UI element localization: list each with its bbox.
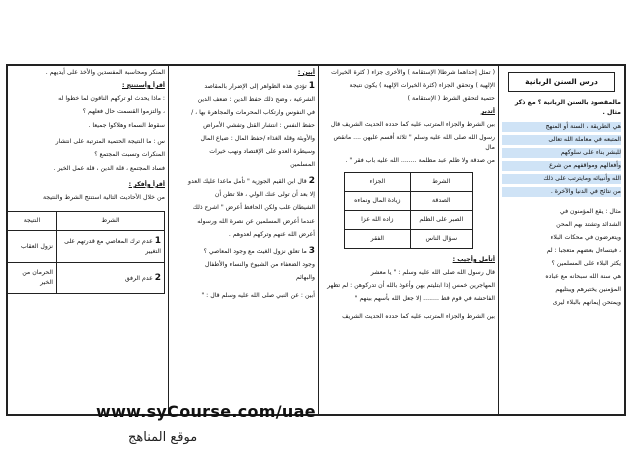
read-line: المنكرات وتسبت المجتمع ؟: [94, 151, 165, 158]
read-line: س : ما النتيجة الحتمية المترتبة على انتشار: [55, 138, 165, 145]
top-line: المنكر ومحاسبة المفسدين والأخذ على أيديهم .: [45, 69, 165, 76]
think-line: بين الشرط والجزاء المترتب عليه كما حدده الحديث الشريف قال: [330, 121, 495, 128]
label-read: أقرأ وأستنتج :: [121, 82, 165, 89]
final-line: بين الشرط والجزاء المترتب عليه كما حدده الحديث الشريف: [342, 313, 495, 320]
answer-line: المتبعه في معاملة الله تعالى: [502, 135, 621, 145]
column-explain: [168, 66, 318, 414]
table-header: الشرط: [56, 212, 164, 231]
table-cell: زيادة المال ونماءه: [345, 192, 411, 211]
answer-line: هي الطريقة ، السنة أو المنهج: [502, 122, 621, 132]
intro-line: حتمية لتحقق الشرط ( الإستقامة ): [407, 95, 495, 102]
intro-line: الإلهية ) وتحقق الجزاء (كثرة الخيرات الإلهية ) يكون نتيجة: [349, 82, 495, 89]
p1-line: تؤدي هذه الظواهر إلى الإضرار بالمقاصد: [204, 83, 307, 90]
table-cell: الصبر على الظلم: [410, 211, 472, 230]
row-number: 1: [154, 236, 161, 246]
condition-text: عدم الرفق: [124, 274, 153, 282]
table-row: [8, 231, 165, 263]
read-line: ، والتزموا القسمت حال فعلهم ؟: [82, 108, 165, 115]
read-line: : ماذا يحدث لو تركهم الناقون لما خطوا له: [58, 95, 165, 102]
table-row: [8, 263, 165, 294]
think-line: رسول الله صلى الله عليه وسلم " ثلاثة أقسم عليهن .... مانقص مال: [333, 134, 495, 151]
table-row: [345, 192, 473, 211]
label-reflect: أقرأ وأفكر :: [128, 181, 165, 188]
row-number: 2: [154, 272, 161, 283]
p3-line: وجود الضعفاء من الشيوخ والنساء والأطفال: [204, 261, 315, 268]
table-cell: [56, 231, 164, 263]
p1-line: حفظ النفس : انتشار القتل وتفشي الأمراض: [203, 122, 315, 129]
table-cell: زاده الله عزا: [345, 211, 411, 230]
lesson-title: درس السنن الربانية: [508, 72, 615, 92]
table-cell: الفقر: [345, 230, 411, 249]
example-line: الشدائد وتشتد بهم المحن: [556, 221, 621, 228]
p2-answer-line: أعرض الله عنهم وتركهم لعدوهم .: [228, 231, 315, 238]
p3-line: ما تعلق نزول الغيث مع وجود المعاصي ؟: [203, 248, 307, 255]
p1-line: الشرعية ، وضح ذلك حفظ الدين : ضعف الدين: [197, 96, 315, 103]
intro-line: ( تمثل إحداهما شرطا( الإستقامة ) والأخرى جزاء ( كثرة الخيرات: [331, 69, 495, 76]
table-row: [345, 211, 473, 230]
condition-table: [344, 172, 473, 249]
worksheet: [6, 64, 626, 416]
label-explain: أبين :: [297, 69, 315, 76]
example-line: ويمتحن إيمانهم بالبلاء ليرى: [552, 299, 621, 306]
reflect-line: من خلال الأحاديث التالية استنتج الشرط والنتيجة: [42, 194, 165, 201]
table-header: الجزاء: [345, 173, 411, 192]
p1-line: والأوبئة وقلة الغذاء /حفظ المال : ضياع المال: [200, 135, 315, 142]
p3-line: والبهائم: [295, 274, 315, 281]
table-cell: [56, 263, 164, 294]
reflect-line: الفاحشة في قوم قط ........ إلا جعل الله بأسهم بينهم ": [354, 295, 495, 302]
read-line: سقوط السماء وهلاكوا جميعا .: [88, 122, 165, 129]
example-line: هي سنة الله سبحانه مع عباده: [545, 273, 621, 280]
item-number: 3: [308, 246, 315, 256]
example-block: [502, 207, 621, 308]
column-sunan-definition: [498, 66, 624, 414]
p1-line: وسيطرة العدو على الإقتصاد ونهب خيرات: [209, 148, 315, 155]
read-line: فساد المجتمع ، قلة الدين ، قلة عمل الخير .: [53, 165, 165, 172]
label-think: أتدبر: [480, 108, 495, 115]
answer-line: الله وأنبيائه ومايترتب على ذلك: [502, 174, 621, 184]
example-line: مثال : يقع المؤمنون في: [559, 208, 621, 215]
item-number: 1: [308, 81, 315, 91]
question-definition: مالمقصود بالسنن الربانية ؟ مع ذكر مثال .: [514, 99, 621, 116]
footer-url: www.syCourse.com/uae: [96, 402, 316, 421]
reflect-line: قال رسول الله صلى الله عليه وسلم : " يا معشر: [370, 269, 495, 276]
think-line: من صدقة ولا ظلم عبد مظلمة ........ الله عليه باب فقر " .: [345, 157, 495, 164]
column-read-reflect: [4, 66, 168, 414]
result-table: [7, 211, 165, 294]
p2-line: إلا بعد أن تولى عنك الولي ، فلا تظن أن: [214, 191, 315, 198]
reflect-line: المهاجرين خمس إذا ابتليتم بهن وأعوذ بالله أن تدركوهن : لم تظهر: [327, 282, 495, 289]
condition-text: عدم ترك المعاصي مع قدرتهم على التغيير: [64, 238, 161, 255]
example-line: المؤمنين يختبرهم ويبتليهم: [555, 286, 621, 293]
table-cell: الصدقة: [410, 192, 472, 211]
column-condition-reward: [318, 66, 498, 414]
example-line: ويتعرضون في محكات البلاء: [550, 234, 621, 241]
p2-answer-line: عندما أعرض المسلمين عن نصرة الله ورسوله: [197, 218, 315, 225]
p1-line: في النفوس وارتكاب المحرمات والمجاهرة بها ، /: [191, 109, 315, 116]
example-line: يكثر البلاء على المسلمين ؟: [551, 260, 621, 267]
example-line: ، فيتساءل بعضهم متعجبا : لم: [546, 247, 621, 254]
table-cell: سؤال الناس: [410, 230, 472, 249]
table-row: [345, 230, 473, 249]
answer-line: وأفعالهم ومواقفهم من شرع: [502, 161, 621, 171]
answer-line: من نتائج في الدنيا والآخرة .: [502, 187, 621, 197]
p1-line: المسلمين: [290, 161, 315, 168]
table-header: الشرط: [410, 173, 472, 192]
last-line: أبين : عن النبي صلى الله عليه وسلم قال : ": [201, 292, 315, 299]
item-number: 2: [308, 176, 315, 186]
footer-site-name: موقع المناهج: [128, 430, 198, 445]
definition-answer: [502, 122, 621, 197]
p2-line: الشيطان غلب ولكن الحافظ أعرض " اشرح ذلك: [192, 204, 315, 211]
p2-line: قال ابن القيم الجوزية " تأمل ماعدا عليك العدو: [188, 178, 307, 185]
table-cell: نزول العقاب: [8, 231, 57, 263]
answer-line: للبشر بناء على سلوكهم: [502, 148, 621, 158]
label-reflect: أتأمل وأجيب :: [452, 256, 495, 263]
table-cell: الحرمان من الخير: [8, 263, 57, 294]
table-header: النتيجة: [8, 212, 57, 231]
